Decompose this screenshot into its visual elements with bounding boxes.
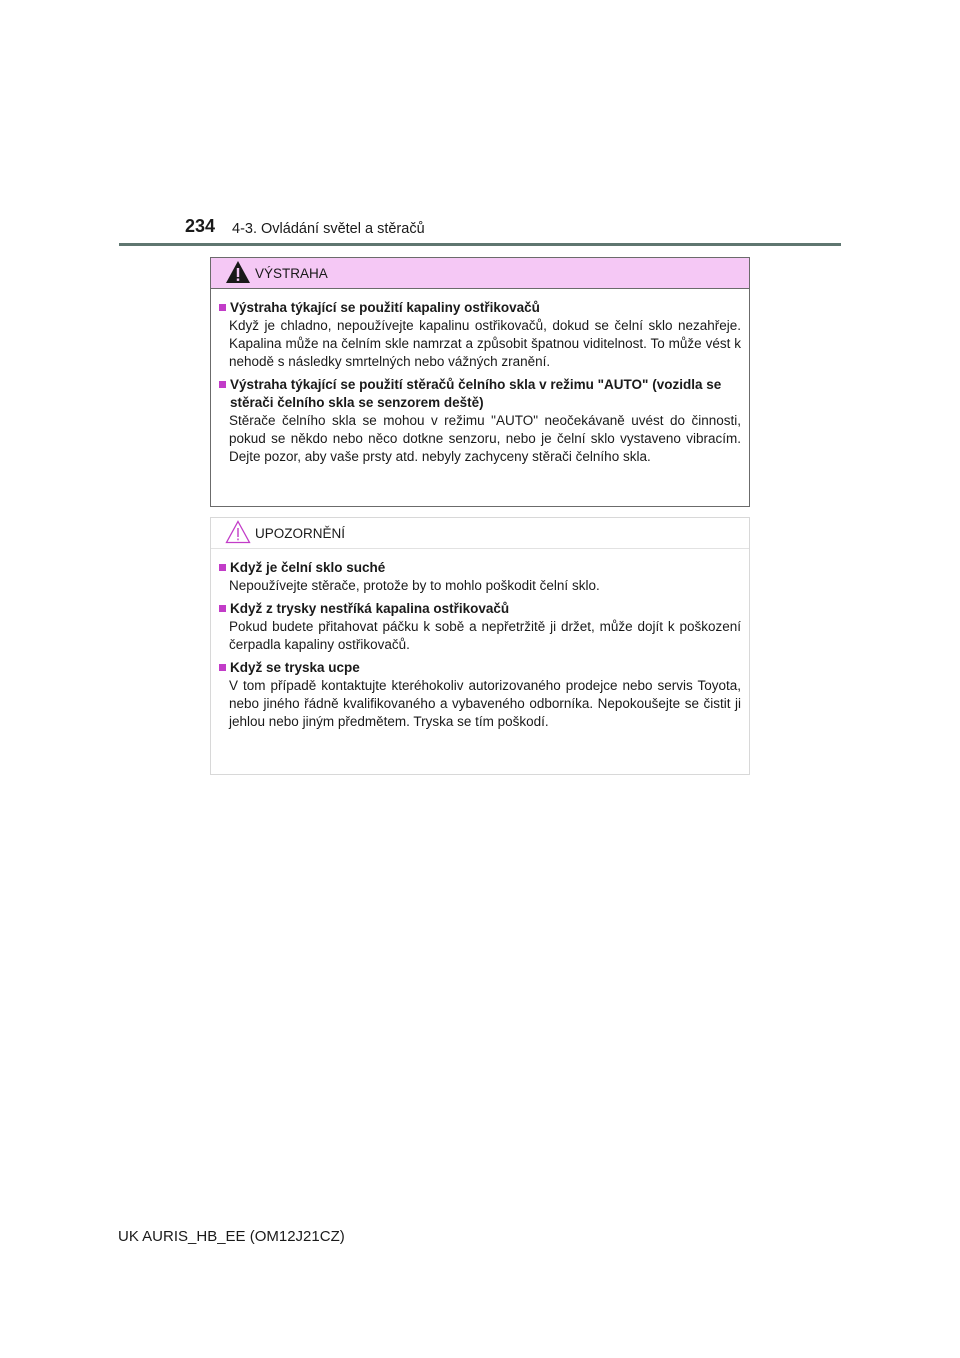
caution-box bbox=[210, 517, 750, 775]
caution-triangle-icon bbox=[225, 520, 251, 544]
item-body: Nepoužívejte stěrače, protože by to mohlo poškodit čelní sklo. bbox=[229, 578, 600, 593]
warning-label: VÝSTRAHA bbox=[255, 266, 328, 281]
document-code: UK AURIS_HB_EE (OM12J21CZ) bbox=[118, 1228, 345, 1245]
warning-item bbox=[219, 376, 741, 466]
item-title: Když se tryska ucpe bbox=[230, 660, 360, 675]
item-body: Stěrače čelního skla se mohou v režimu "AUTO" neočekávaně uvést do činnosti, pokud se někdo nebo něco dotkne senzoru, nebo je čelní sklo vystaveno vibracím. Dejte pozor, aby vaše prsty atd. nebyly zachyceny stěrači čelního skla. bbox=[229, 413, 741, 464]
caution-item bbox=[219, 559, 741, 595]
item-body: Když je chladno, nepoužívejte kapalinu ostřikovačů, dokud se čelní sklo nezahřeje. Kapalina může na čelním skle namrzat a způsobit špatnou viditelnost. To může vést k nehodě s následky smrtelných nebo vážných zranění. bbox=[229, 318, 741, 369]
warning-content bbox=[211, 289, 749, 466]
item-title: Výstraha týkající se použití kapaliny ostřikovačů bbox=[230, 300, 540, 315]
warning-box bbox=[210, 257, 750, 507]
bullet-icon bbox=[219, 664, 226, 671]
caution-header bbox=[211, 518, 749, 549]
bullet-icon bbox=[219, 564, 226, 571]
warning-header bbox=[211, 258, 749, 289]
item-title: Výstraha týkající se použití stěračů čelního skla v režimu "AUTO" (vozidla se stěrači čelního skla se senzorem deště) bbox=[230, 377, 722, 410]
bullet-icon bbox=[219, 304, 226, 311]
page-number: 234 bbox=[185, 216, 216, 236]
caution-label: UPOZORNĚNÍ bbox=[255, 526, 346, 541]
bullet-icon bbox=[219, 381, 226, 388]
section-title: 4-3. Ovládání světel a stěračů bbox=[232, 221, 425, 237]
warning-item bbox=[219, 299, 741, 371]
item-title: Když z trysky nestříká kapalina ostřikovačů bbox=[230, 601, 510, 616]
bullet-icon bbox=[219, 605, 226, 612]
header-divider bbox=[119, 243, 841, 246]
warning-triangle-icon bbox=[225, 260, 251, 284]
caution-content bbox=[211, 549, 749, 731]
caution-item bbox=[219, 600, 741, 654]
page-header bbox=[185, 216, 685, 240]
item-body: V tom případě kontaktujte kteréhokoliv autorizovaného prodejce nebo servis Toyota, nebo jiného řádně kvalifikovaného a vybaveného odborníka. Nepokoušejte se čistit ji jehlou nebo jiným předmětem. Tryska se tím poškodí. bbox=[229, 678, 741, 729]
item-title: Když je čelní sklo suché bbox=[230, 560, 386, 575]
item-body: Pokud budete přitahovat páčku k sobě a nepřetržitě ji držet, může dojít k poškození čerpadla kapaliny ostřikovačů. bbox=[229, 619, 741, 652]
caution-item bbox=[219, 659, 741, 731]
